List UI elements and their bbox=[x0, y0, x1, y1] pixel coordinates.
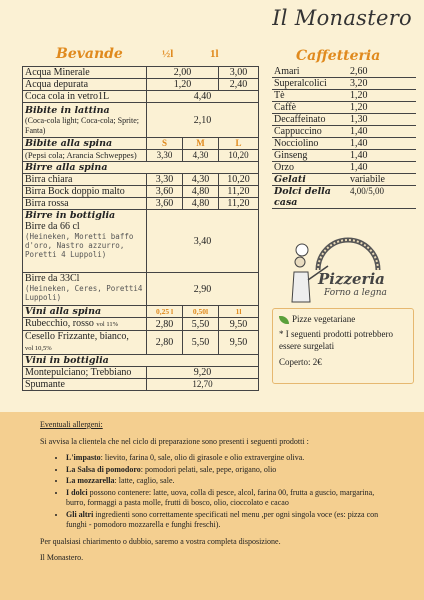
item-price: 9,20 bbox=[147, 367, 259, 379]
bevande-table bbox=[22, 66, 259, 391]
table-row bbox=[23, 186, 259, 198]
item-price: 2,80 bbox=[147, 318, 183, 331]
item-price: 2,90 bbox=[147, 273, 259, 306]
table-row bbox=[23, 367, 259, 379]
item-price: 3,60 bbox=[147, 198, 183, 210]
table-row bbox=[23, 198, 259, 210]
item-name: Tè bbox=[272, 90, 342, 102]
item-price: 5,50 bbox=[183, 318, 219, 331]
item-name: Gelati bbox=[272, 174, 342, 186]
size-label: S bbox=[147, 138, 183, 150]
allergen-title: Eventuali allergeni: bbox=[40, 420, 103, 429]
size-label: L bbox=[219, 138, 259, 150]
size-label: 1l bbox=[219, 306, 259, 318]
col-one-liter: 1l bbox=[210, 48, 219, 60]
section-title: Birre alla spina bbox=[23, 162, 259, 174]
table-row bbox=[272, 90, 416, 102]
item-price: 1,20 bbox=[342, 102, 416, 114]
item-price: 1,40 bbox=[342, 138, 416, 150]
item-price: 11,20 bbox=[219, 198, 259, 210]
item-price: 3,60 bbox=[147, 186, 183, 198]
allergen-intro: Si avvisa la clientela che nel ciclo di preparazione sono presenti i seguenti prodotti : bbox=[40, 436, 309, 446]
item-price: 4,80 bbox=[183, 198, 219, 210]
frozen-note: * I seguenti prodotti potrebbero essere surgelati bbox=[279, 329, 393, 351]
table-row bbox=[272, 66, 416, 78]
table-row bbox=[272, 174, 416, 186]
item-desc: (Heineken, Moretti baffo d'oro, Nastro azzurro, Poretti 4 Luppoli) bbox=[25, 232, 134, 259]
table-row bbox=[272, 114, 416, 126]
item-price: 1,20 bbox=[147, 79, 219, 91]
item-name: Caffè bbox=[272, 102, 342, 114]
pizzeria-title: Pizzeria bbox=[318, 270, 385, 288]
item-name: Superalcolici bbox=[272, 78, 342, 90]
item-name: Coca cola in vetro1L bbox=[23, 91, 147, 103]
item-price: 2,40 bbox=[219, 79, 259, 91]
item-price: 2,00 bbox=[147, 67, 219, 79]
item-name: Birra chiara bbox=[23, 174, 147, 186]
size-label: 0,25 l bbox=[147, 306, 183, 318]
item-price: 3,20 bbox=[342, 78, 416, 90]
table-row bbox=[23, 306, 259, 318]
item-desc: (Pepsi cola; Arancia Schweppes) bbox=[23, 150, 147, 162]
item-price: 3,30 bbox=[147, 150, 183, 162]
item-price: 1,40 bbox=[342, 150, 416, 162]
item-price: 4,00/5,00 bbox=[342, 186, 416, 209]
item-name: Nocciolino bbox=[272, 138, 342, 150]
item-price: 5,50 bbox=[183, 331, 219, 355]
item-desc: (Heineken, Ceres, Poretti4 Luppoli) bbox=[25, 284, 143, 302]
table-row bbox=[272, 162, 416, 174]
size-label: M bbox=[183, 138, 219, 150]
item-name: Dolci della casa bbox=[272, 186, 342, 209]
coperto-note: Coperto: 2€ bbox=[279, 357, 322, 367]
item-price: 1,40 bbox=[342, 126, 416, 138]
item-name: Decaffeinato bbox=[272, 114, 342, 126]
table-row bbox=[272, 102, 416, 114]
item-price: 3,30 bbox=[147, 174, 183, 186]
item-price: 2,10 bbox=[147, 103, 259, 138]
item-name: Cesello Frizzante, bianco, bbox=[25, 331, 129, 342]
list-item: • Gli altri ingredienti sono correttamente specificati nel menu ,per ogni singola voce (es: pizza con funghi - pomodoro mozzarella e funghi freschi). bbox=[66, 510, 394, 531]
section-title: Birre in bottiglia bbox=[25, 210, 116, 221]
table-row bbox=[272, 126, 416, 138]
item-price: 9,50 bbox=[219, 331, 259, 355]
veg-note: Pizze vegetariane bbox=[292, 314, 356, 324]
item-name: Spumante bbox=[23, 379, 147, 391]
item-name: Amari bbox=[272, 66, 342, 78]
allergen-sign: Il Monastero. bbox=[40, 553, 84, 562]
section-title: Vini in bottiglia bbox=[23, 355, 259, 367]
item-price: 4,30 bbox=[183, 150, 219, 162]
table-row bbox=[23, 318, 259, 331]
item-name: Birre da 66 cl bbox=[25, 221, 80, 232]
item-name: Orzo bbox=[272, 162, 342, 174]
section-title: Bibite alla spina bbox=[23, 138, 147, 150]
item-price: 4,80 bbox=[183, 186, 219, 198]
item-price: 3,00 bbox=[219, 67, 259, 79]
item-price: 2,80 bbox=[147, 331, 183, 355]
item-name: Acqua Minerale bbox=[23, 67, 147, 79]
list-item: • L'impasto: lievito, farina 0, sale, olio di girasole e olio extravergine oliva. bbox=[66, 453, 394, 464]
table-row bbox=[23, 331, 259, 355]
item-name: Acqua depurata bbox=[23, 79, 147, 91]
item-price: variabile bbox=[342, 174, 416, 186]
item-note: vol 10,5% bbox=[25, 345, 52, 352]
brand-title: Il Monastero bbox=[272, 6, 412, 30]
allergen-section bbox=[0, 412, 424, 600]
table-row bbox=[23, 174, 259, 186]
item-price: 12,70 bbox=[147, 379, 259, 391]
caffetteria-table bbox=[272, 66, 416, 209]
list-item: • I dolci possono contenere: latte, uova, colla di pesce, alcol, farina 00, frutta a guscio, margarina, burro, formaggi a pasta molle, frutti di bosco, olio, cioccolato e cacao bbox=[66, 488, 394, 509]
allergen-list bbox=[40, 453, 394, 531]
item-price: 1,40 bbox=[342, 162, 416, 174]
table-row bbox=[23, 150, 259, 162]
size-label: 0,50l bbox=[183, 306, 219, 318]
col-half-liter: ½l bbox=[162, 48, 174, 60]
caffetteria-title: Caffetteria bbox=[296, 48, 381, 64]
item-name: Birra Bock doppio malto bbox=[23, 186, 147, 198]
table-row bbox=[272, 138, 416, 150]
section-title: Vini alla spina bbox=[23, 306, 147, 318]
section-title: Bibite in lattina bbox=[25, 105, 110, 116]
leaf-icon bbox=[279, 316, 289, 324]
info-box bbox=[272, 308, 414, 384]
table-row bbox=[272, 186, 416, 209]
table-row bbox=[23, 79, 259, 91]
item-price: 11,20 bbox=[219, 186, 259, 198]
table-row bbox=[23, 355, 259, 367]
item-price: 1,20 bbox=[342, 90, 416, 102]
allergen-closing: Per qualsiasi chiarimento o dubbio, saremo a vostra completa disposizione. bbox=[40, 536, 281, 546]
bevande-title: Bevande bbox=[56, 46, 123, 62]
item-price: 4,40 bbox=[147, 91, 259, 103]
table-row bbox=[23, 210, 259, 273]
list-item: • La Salsa di pomodoro: pomodori pelati, sale, pepe, origano, olio bbox=[66, 465, 394, 476]
item-name: Ginseng bbox=[272, 150, 342, 162]
item-price: 3,40 bbox=[147, 210, 259, 273]
list-item: • La mozzarella: latte, caglio, sale. bbox=[66, 476, 394, 487]
table-row bbox=[23, 103, 259, 138]
table-row bbox=[272, 78, 416, 90]
table-row bbox=[23, 379, 259, 391]
table-row bbox=[23, 162, 259, 174]
table-row bbox=[23, 67, 259, 79]
item-name: Birra rossa bbox=[23, 198, 147, 210]
item-price: 1,30 bbox=[342, 114, 416, 126]
forno-subtitle: Forno a legna bbox=[324, 288, 387, 298]
item-desc: (Coca-cola light; Coca-cola; Sprite; Fanta) bbox=[25, 116, 139, 135]
item-name: Birre da 33Cl bbox=[25, 273, 80, 284]
item-name: Montepulciano; Trebbiano bbox=[23, 367, 147, 379]
item-price: 4,30 bbox=[183, 174, 219, 186]
table-row bbox=[272, 150, 416, 162]
item-price: 2,60 bbox=[342, 66, 416, 78]
item-name: Cappuccino bbox=[272, 126, 342, 138]
item-price: 9,50 bbox=[219, 318, 259, 331]
table-row bbox=[23, 273, 259, 306]
item-price: 10,20 bbox=[219, 150, 259, 162]
table-row bbox=[23, 138, 259, 150]
item-price: 10,20 bbox=[219, 174, 259, 186]
item-name: Rubecchio, rosso bbox=[25, 318, 94, 329]
item-note: vol 11% bbox=[96, 321, 118, 328]
table-row bbox=[23, 91, 259, 103]
